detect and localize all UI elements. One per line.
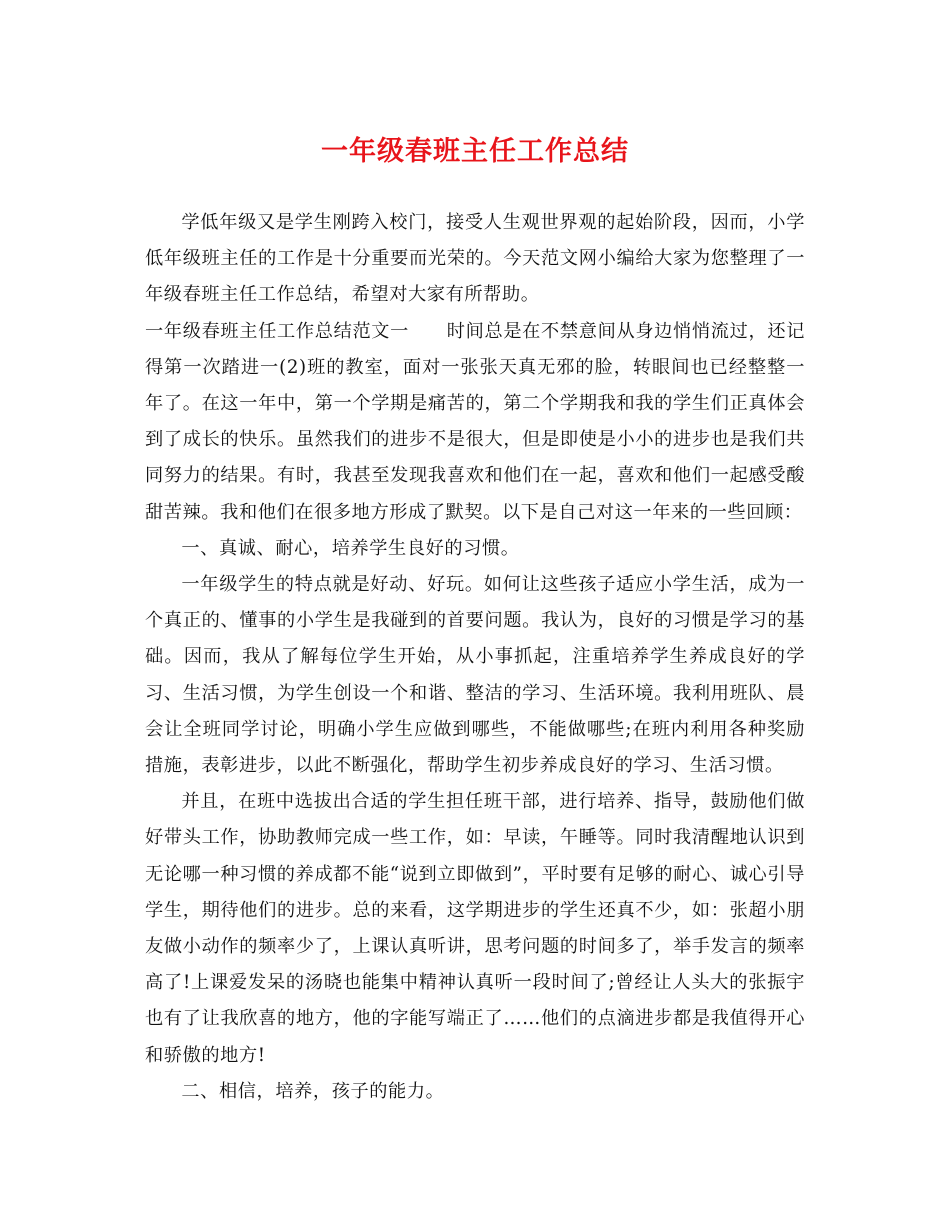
paragraph-habits: 一年级学生的特点就是好动、好玩。如何让这些孩子适应小学生活，成为一个真正的、懂事的小学生是我碰到的首要问题。我认为，良好的习惯是学习的基础。因而，我从了解每位学生开始，从小事抓起，注重培养学生养成良好的学习、生活习惯，为学生创设一个和谐、整洁的学习、生活环境。我利用班队、晨会让全班同学讨论，明确小学生应做到哪些，不能做哪些;在班内利用各种奖励措施，表彰进步，以此不断强化，帮助学生初步养成良好的学习、生活习惯。 [145, 574, 805, 777]
paragraph-class-cadres: 并且，在班中选拔出合适的学生担任班干部，进行培养、指导，鼓励他们做好带头工作，协助教师完成一些工作，如：早读，午睡等。同时我清醒地认识到无论哪一种习惯的养成都不能“说到立即做到”，平时要有足够的耐心、诚心引导学生，期待他们的进步。总的来看，这学期进步的学生还真不少，如：张超小朋友做小动作的频率少了，上课认真听讲，思考问题的时间多了，举手发言的频率高了!上课爱发呆的汤晓也能集中精神认真听一段时间了;曾经让人头大的张振宇也有了让我欣喜的地方，他的字能写端正了……他们的点滴进步都是我值得开心和骄傲的地方! [145, 791, 805, 1066]
paragraph-sample-one: 一年级春班主任工作总结范文一 时间总是在不禁意间从身边悄悄流过，还记得第一次踏进一(2)班的教室，面对一张张天真无邪的脸，转眼间也已经整整一年了。在这一年中，第一个学期是痛苦的，第二个学期我和我的学生们正真体会到了成长的快乐。虽然我们的进步不是很大，但是即使是小小的进步也是我们共同努力的结果。有时，我甚至发现我喜欢和他们在一起，喜欢和他们一起感受酸甜苦辣。我和他们在很多地方形成了默契。以下是自己对这一年来的一些回顾： [145, 320, 805, 523]
paragraph-intro: 学低年级又是学生刚跨入校门，接受人生观世界观的起始阶段，因而，小学低年级班主任的工作是十分重要而光荣的。今天范文网小编给大家为您整理了一年级春班主任工作总结，希望对大家有所帮助。 [145, 212, 805, 306]
document-body [145, 205, 805, 1110]
section-heading-two: 二、相信，培养，孩子的能力。 [181, 1080, 445, 1102]
section-heading-one: 一、真诚、耐心，培养学生良好的习惯。 [181, 537, 520, 559]
document-title: 一年级春班主任工作总结 [321, 136, 629, 167]
